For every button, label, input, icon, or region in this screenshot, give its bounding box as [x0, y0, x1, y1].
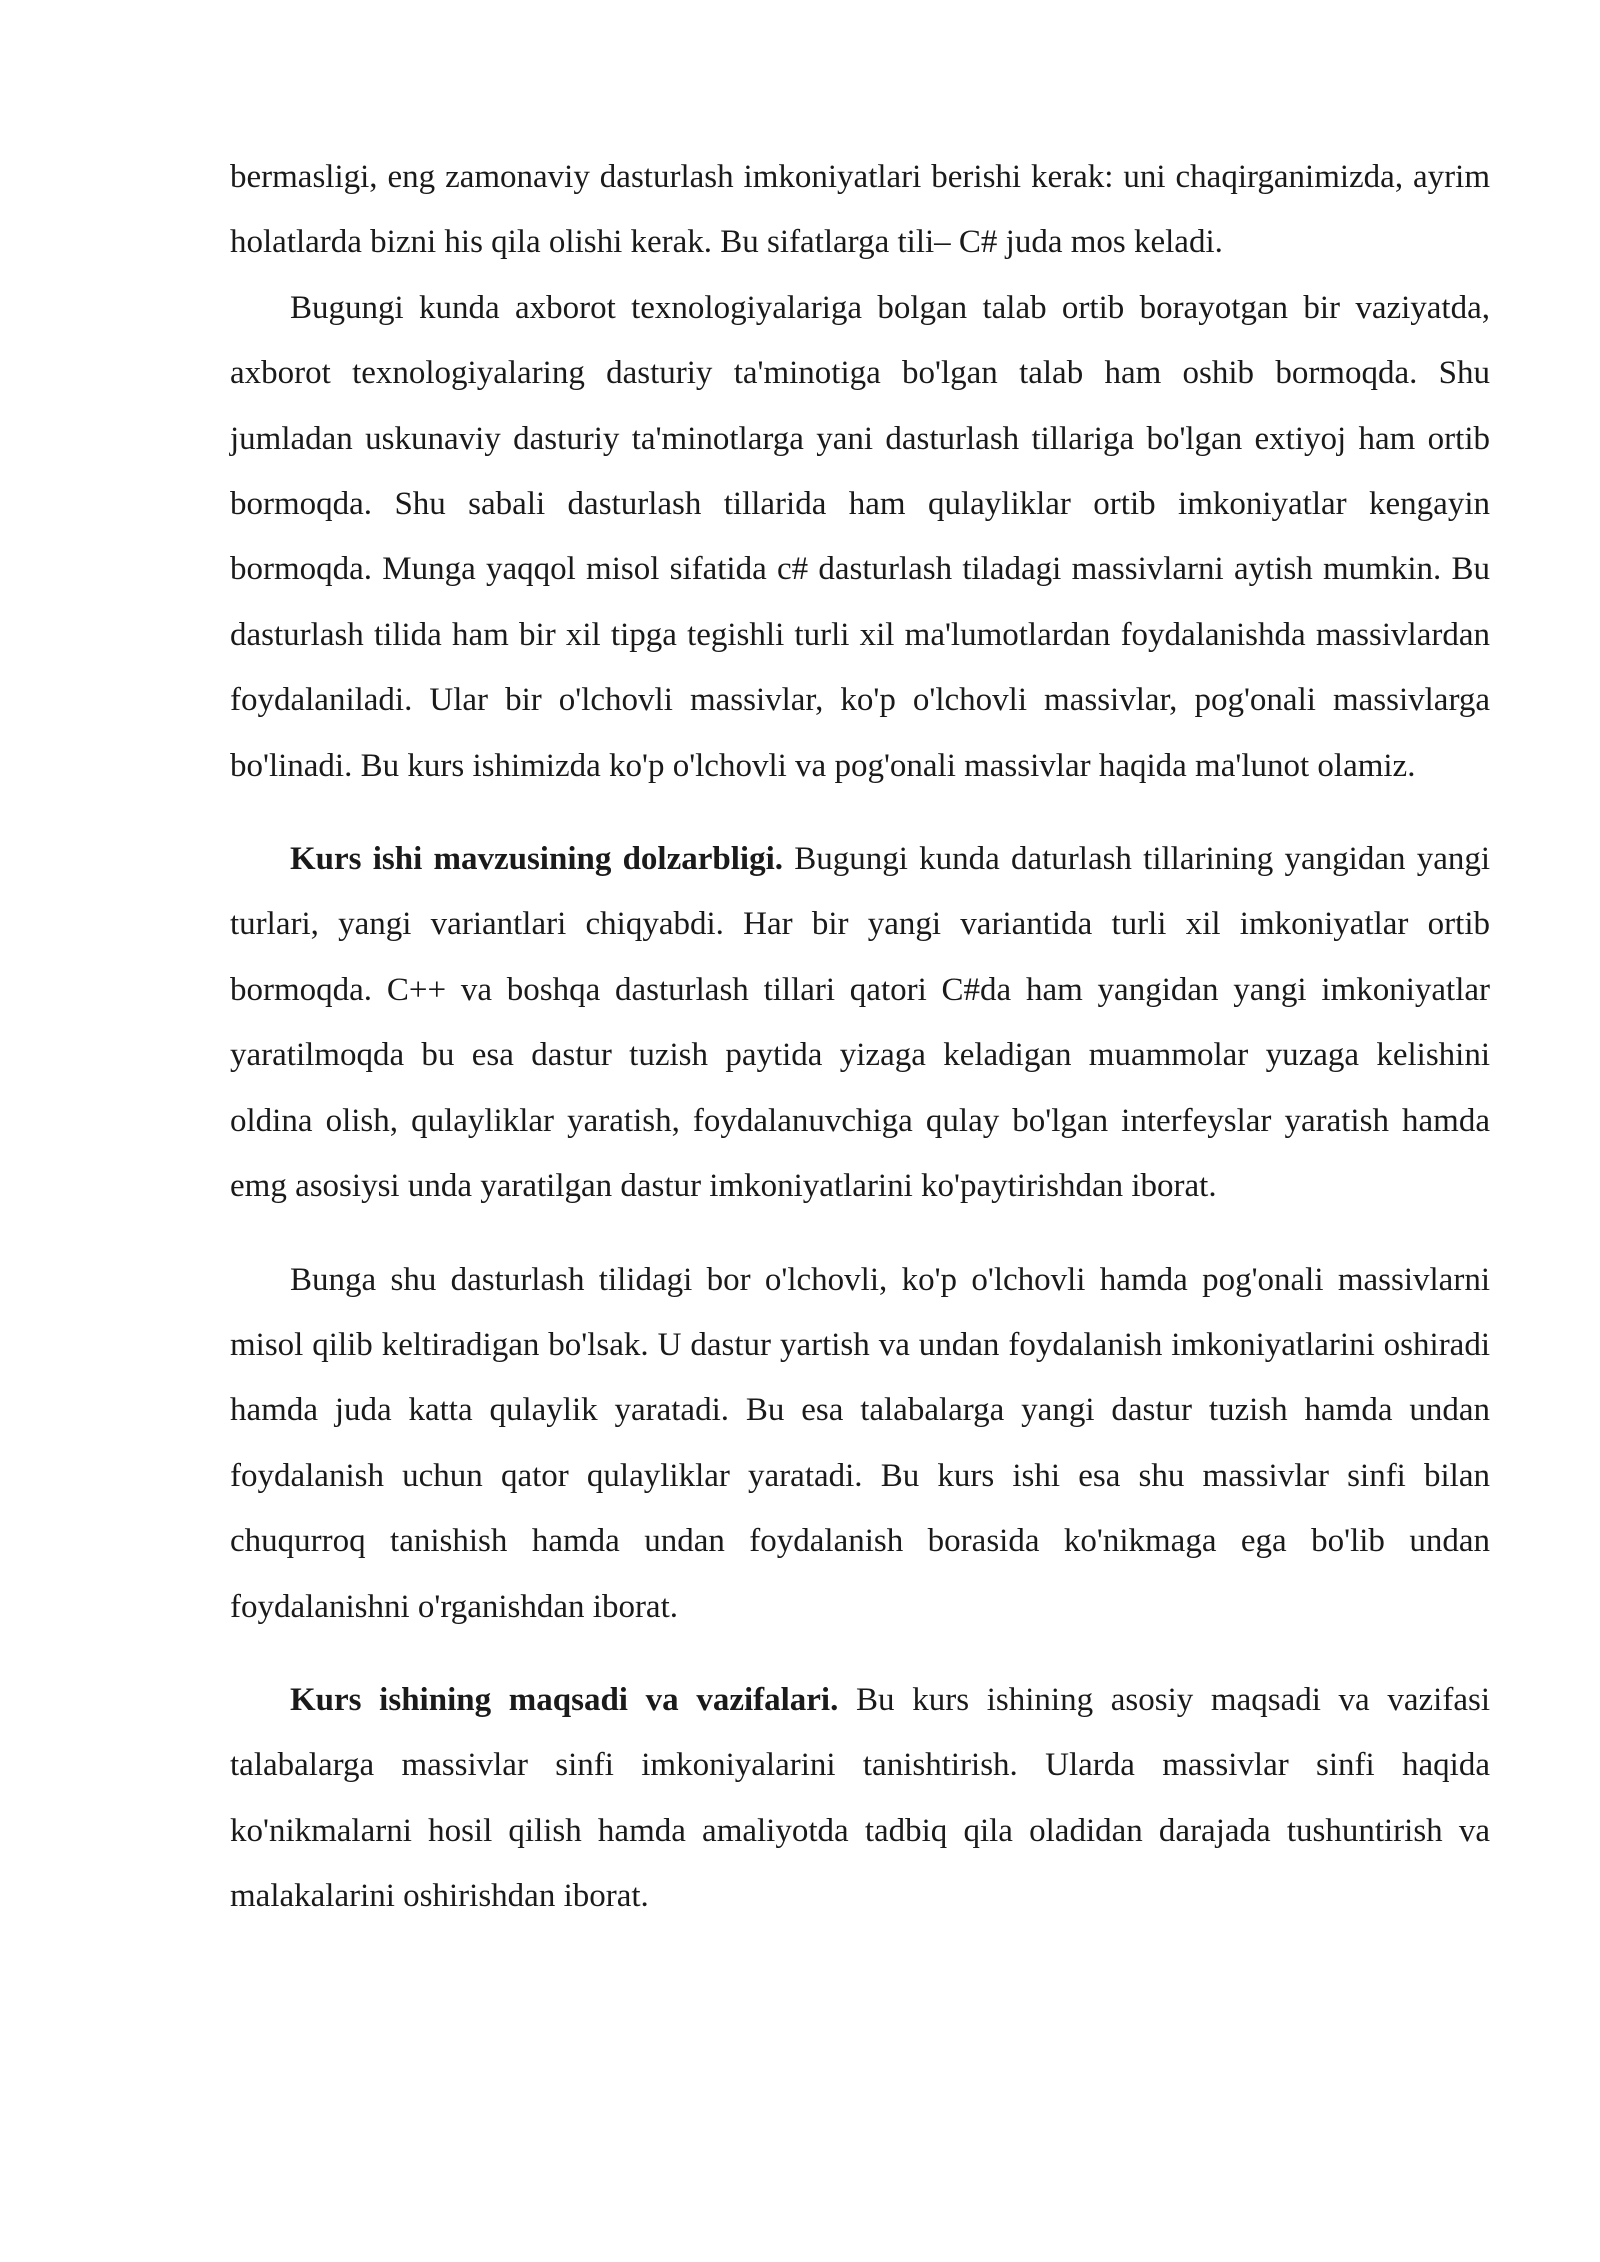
- goals-heading: Kurs ishining maqsadi va vazifalari.: [290, 1681, 839, 1718]
- relevance-text: Bugungi kunda daturlash tillarining yangidan yangi turlari, yangi variantlari chiqyabdi. Har bir yangi variantida turli xil imkoniyatlar ortib bormoqda. C++ va boshqa dasturlash tillari qatori C#da ham yangidan yangi imkoniyatlar yaratilmoqda bu esa dastur tuzish paytida yizaga keladigan muammolar yuzaga kelishini oldina olish, qulayliklar yaratish, foydalanuvchiga qulay bo'lgan interfeyslar yaratish hamda emg asosiysi unda yaratilgan dastur imkoniyatlarini ko'paytirishdan iborat.: [230, 841, 1491, 1205]
- paragraph-2-text: Bugungi kunda axborot texnologiyalariga bolgan talab ortib borayotgan bir vaziyatda, axborot texnologiyalaring dasturiy ta'minotiga bo'lgan talab ham oshib bormoqda. Shu jumladan uskunaviy dasturiy ta'minotlarga yani dasturlash tillariga bo'lgan extiyoj ham ortib bormoqda. Shu sabali dasturlash tillarida ham qulayliklar ortib imkoniyatlar kengayin bormoqda. Munga yaqqol misol sifatida c# dasturlash tiladagi massivlarni aytish mumkin. Bu dasturlash tilida ham bir xil tipga tegishli turli xil ma'lumotlardan foydalanishda massivlardan foydalaniladi. Ular bir o'lchovli massivlar, ko'p o'lchovli massivlar, pog'onali massivlarga bo'linadi. Bu kurs ishimizda ko'p o'lchovli va pog'onali massivlar haqida ma'lunot olamiz.: [230, 289, 1490, 784]
- paragraph-2: [230, 276, 1490, 799]
- relevance-heading: Kurs ishi mavzusining dolzarbligi.: [290, 841, 783, 878]
- paragraph-4: [230, 1248, 1490, 1640]
- paragraph-goals: [230, 1668, 1490, 1930]
- paragraph-4-text: Bunga shu dasturlash tilidagi bor o'lchovli, ko'p o'lchovli hamda pog'onali massivlarni misol qilib keltiradigan bo'lsak. U dastur yartish va undan foydalanish imkoniyatlarini oshiradi hamda juda katta qulaylik yaratadi. Bu esa talabalarga yangi dastur tuzish hamda undan foydalanish uchun qator qulayliklar yaratadi. Bu kurs ishi esa shu massivlar sinfi bilan chuqurroq tanishish hamda undan foydalanish borasida ko'nikmaga ega bo'lib undan foydalanishni o'rganishdan iborat.: [230, 1261, 1490, 1625]
- paragraph-1: [230, 145, 1490, 276]
- document-body: [230, 145, 1490, 1930]
- paragraph-relevance: [230, 827, 1490, 1219]
- paragraph-1-text: bermasligi, eng zamonaviy dasturlash imkoniyatlari berishi kerak: uni chaqirganimizda, ayrim holatlarda bizni his qila olishi kerak. Bu sifatlarga tili– C# juda mos keladi.: [230, 159, 1490, 261]
- goals-text: Bu kurs ishining asosiy maqsadi va vazifasi talabalarga massivlar sinfi imkoniyalarini tanishtirish. Ularda massivlar sinfi haqida ko'nikmalarni hosil qilish hamda amaliyotda tadbiq qila oladidan darajada tushuntirish va malakalarini oshirishdan iborat.: [230, 1681, 1490, 1915]
